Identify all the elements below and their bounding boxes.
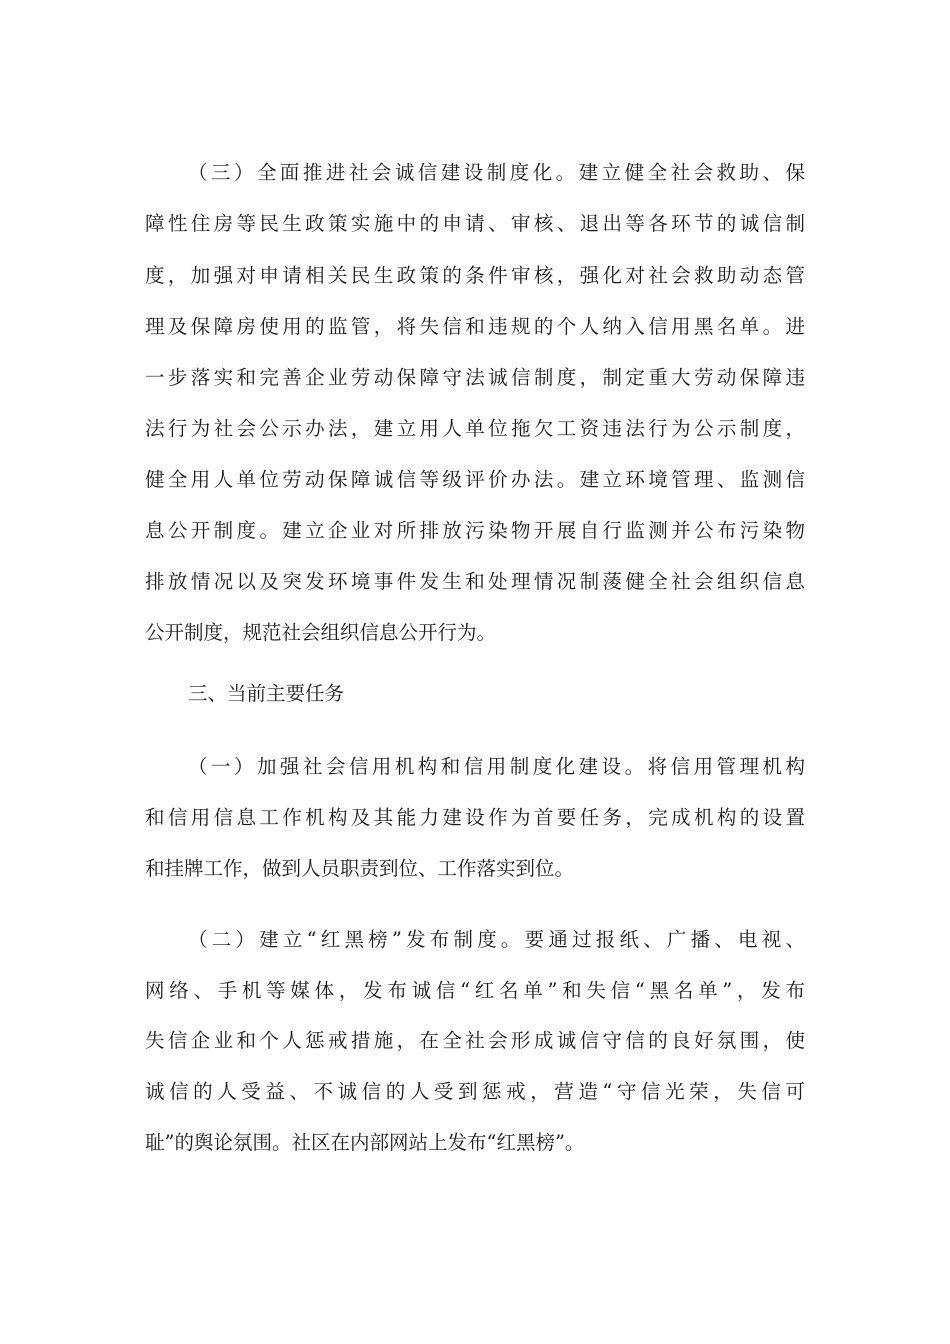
- text-line: 障性住房等民生政策实施中的申请、审核、退出等各环节的诚信制: [145, 212, 805, 235]
- text-line: 健全用人单位劳动保障诚信等级评价办法。建立环境管理、监测信: [145, 468, 805, 491]
- text-line: 度，加强对申请相关民生政策的条件审核，强化对社会救助动态管: [145, 264, 805, 287]
- text-line: 和挂牌工作，做到人员职责到位、工作落实到位。: [145, 857, 575, 880]
- text-line: 网络、手机等媒体，发布诚信“红名单”和失信“黑名单”，发布: [145, 979, 805, 1002]
- text-line: 失信企业和个人惩戒措施，在全社会形成诚信守信的良好氛围，使: [145, 1029, 805, 1052]
- text-line: 公开制度，规范社会组织信息公开行为。: [145, 621, 497, 644]
- text-line: 一步落实和完善企业劳动保障守法诚信制度，制定重大劳动保障违: [145, 366, 805, 389]
- section-heading-main-tasks: 三、当前主要任务: [188, 682, 345, 705]
- text-line: （二）建立“红黑榜”发布制度。要通过报纸、广播、电视、: [188, 928, 805, 951]
- text-line: （三）全面推进社会诚信建设制度化。建立健全社会救助、保: [188, 161, 805, 184]
- text-line: 和信用信息工作机构及其能力建设作为首要任务，完成机构的设置: [145, 806, 805, 829]
- text-line: （一）加强社会信用机构和信用制度化建设。将信用管理机构: [188, 755, 805, 778]
- text-line: 耻”的舆论氛围。社区在内部网站上发布“红黑榜”。: [145, 1131, 585, 1154]
- text-line: 法行为社会公示办法，建立用人单位拖欠工资违法行为公示制度，: [145, 417, 805, 440]
- text-line: 理及保障房使用的监管，将失信和违规的个人纳入信用黑名单。进: [145, 315, 805, 338]
- text-line: 诚信的人受益、不诚信的人受到惩戒，营造“守信光荣，失信可: [145, 1080, 805, 1103]
- text-line: 排放情况以及突发环境事件发生和处理情况制蔆健全社会组织信息: [145, 570, 805, 593]
- text-line: 息公开制度。建立企业对所排放污染物开展自行监测并公布污染物: [145, 519, 805, 542]
